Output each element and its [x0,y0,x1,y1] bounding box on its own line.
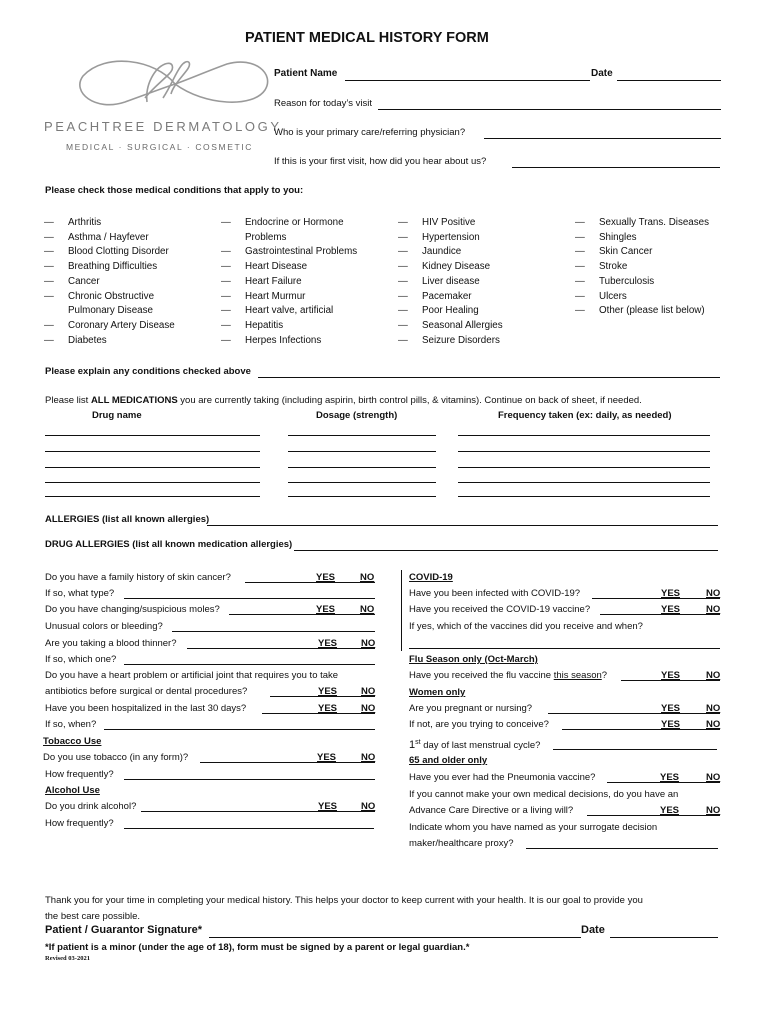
joint-question-line2: antibiotics before surgical or dental procedures? [45,686,248,697]
tobacco-yes[interactable]: YES [317,752,337,763]
thinner-yes[interactable]: YES [318,638,338,649]
condition-item-continued [221,231,357,246]
condition-label: Heart valve, artificial [245,305,334,317]
flu-question [409,670,607,681]
condition-label: Breathing Difficulties [68,261,158,273]
tobacco-no[interactable]: NO [361,752,376,763]
drug-name-field[interactable] [45,435,260,436]
checkbox-dash[interactable]: — [575,290,585,302]
col-frequency: Frequency taken (ex: daily, as needed) [498,410,672,421]
condition-item[interactable] [398,245,503,260]
which-vaccines-field[interactable] [409,648,720,649]
moles-no[interactable]: NO [360,604,375,615]
checkbox-dash[interactable]: — [221,305,231,317]
condition-label: Jaundice [422,246,462,258]
first-visit-label: If this is your first visit, how did you hear about us? [274,156,487,167]
medications-intro-pre: Please list [45,395,91,406]
checkbox-dash[interactable]: — [575,305,585,317]
which-vaccines-question: If yes, which of the vaccines did you receive and when? [409,621,643,632]
checkbox-dash[interactable]: — [44,319,54,331]
first-visit-field[interactable] [512,167,720,168]
flu-yes[interactable]: YES [661,670,681,681]
condition-label: Poor Healing [422,305,479,317]
condition-label: Shingles [599,231,637,243]
condition-item[interactable] [44,334,175,349]
covid-heading: COVID-19 [409,572,453,583]
what-type-field[interactable] [124,598,375,599]
checkbox-dash[interactable]: — [398,319,408,331]
condition-item[interactable] [221,290,357,305]
condition-item[interactable] [575,245,709,260]
joint-no[interactable]: NO [361,686,376,697]
condition-item[interactable] [398,334,503,349]
column-divider [401,570,402,651]
pregnant-line [548,713,720,714]
flu-no[interactable]: NO [706,670,721,681]
alcohol-yes[interactable]: YES [318,801,338,812]
signature-label: Patient / Guarantor Signature* [45,924,203,936]
when-field[interactable] [104,729,375,730]
directive-line [587,815,720,816]
moles-yes[interactable]: YES [316,604,336,615]
reason-label: Reason for today’s visit [274,98,373,109]
conceive-line [562,729,720,730]
patient-name-label: Patient Name [274,68,338,79]
alcohol-no[interactable]: NO [361,801,376,812]
condition-label: Liver disease [422,275,480,287]
covid-infected-line [592,598,720,599]
conceive-yes[interactable]: YES [661,719,681,730]
checkbox-dash[interactable]: — [398,261,408,273]
condition-item[interactable] [44,275,175,290]
condition-label: Diabetes [68,334,107,346]
drug-name-field[interactable] [45,451,260,452]
tobacco-question: Do you use tobacco (in any form)? [43,752,189,763]
condition-label: Hypertension [422,231,480,243]
alcohol-question: Do you drink alcohol? [45,801,137,812]
flu-heading: Flu Season only (Oct-March) [409,654,538,665]
which-one-field[interactable] [124,664,375,665]
checkbox-dash[interactable]: — [398,275,408,287]
explain-label: Please explain any conditions checked above [45,366,251,377]
condition-item[interactable] [575,216,709,231]
signature-field[interactable] [209,937,581,938]
cannot-decide-text: If you cannot make your own medical decisions, do you have an [409,789,679,800]
checkbox-dash[interactable]: — [398,290,408,302]
checkbox-dash[interactable]: — [575,261,585,273]
condition-item[interactable] [398,275,503,290]
date-label: Date [591,68,613,79]
directive-yes[interactable]: YES [660,805,680,816]
revised-note: Revised 03-2021 [45,955,90,962]
conditions-column-1 [44,216,175,348]
drug-name-field[interactable] [45,467,260,468]
condition-item[interactable] [398,231,503,246]
women-heading: Women only [409,687,466,698]
covid-vaccine-question: Have you received the COVID-19 vaccine? [409,604,591,615]
drug-name-field[interactable] [45,496,260,497]
condition-label: Coronary Artery Disease [68,319,175,331]
condition-label: Herpes Infections [245,334,322,346]
hospitalized-question: Have you been hospitalized in the last 30 days? [45,703,247,714]
checkbox-dash[interactable]: — [44,246,54,258]
allergies-label: ALLERGIES (list all known allergies) [45,514,210,525]
menstrual-ordinal: 1 [409,739,416,752]
conceive-question: If not, are you trying to conceive? [409,719,549,730]
allergies-field[interactable] [207,525,718,526]
condition-item[interactable] [575,290,709,305]
logo-name: PEACHTREE DERMATOLOGY [44,119,282,134]
conceive-no[interactable]: NO [706,719,721,730]
flu-question-pre: Have you received the flu vaccine [409,670,554,681]
checkbox-dash[interactable]: — [221,334,231,346]
checkbox-dash[interactable]: — [398,246,408,258]
condition-item[interactable] [44,245,175,260]
checkbox-dash[interactable]: — [44,334,54,346]
checkbox-dash[interactable]: — [44,290,54,302]
medications-intro [45,395,642,406]
condition-item[interactable] [221,260,357,275]
condition-item[interactable] [221,319,357,334]
pneumonia-yes[interactable]: YES [660,772,680,783]
condition-item[interactable] [575,260,709,275]
condition-label: Heart Failure [245,275,302,287]
what-type-label: If so, what type? [45,588,115,599]
tobacco-heading: Tobacco Use [43,736,102,747]
menstrual-field[interactable] [553,749,717,750]
condition-label: HIV Positive [422,217,476,228]
logo-subtitle: MEDICAL · SURGICAL · COSMETIC [66,142,253,152]
col-dosage: Dosage (strength) [316,410,398,421]
covid-infected-yes[interactable]: YES [661,588,681,599]
checkbox-dash[interactable]: — [221,275,231,287]
condition-item[interactable] [575,275,709,290]
drug-allergies-field[interactable] [294,550,718,551]
moles-line [229,614,375,615]
checkbox-dash[interactable]: — [221,261,231,273]
surrogate-text-line1: Indicate whom you have named as your surrogate decision [409,822,658,833]
tobacco-frequency-label: How frequently? [45,769,114,780]
checkbox-dash[interactable]: — [398,334,408,346]
family-history-line [245,582,375,583]
frequency-field[interactable] [458,435,710,436]
condition-label: Hepatitis [245,319,284,331]
unusual-field[interactable] [172,631,375,632]
checkbox-dash[interactable]: — [398,305,408,317]
condition-item[interactable] [398,304,503,319]
condition-label: Other (please list below) [599,305,705,317]
condition-label: Gastrointestinal Problems [245,246,358,258]
minor-note: *If patient is a minor (under the age of 18), form must be signed by a parent or legal guardian.* [45,942,470,953]
checkbox-dash[interactable]: — [221,217,231,228]
condition-label: Asthma / Hayfever [68,231,149,243]
condition-label: Blood Clotting Disorder [68,246,169,258]
pneumonia-no[interactable]: NO [706,772,721,783]
condition-label: Chronic Obstructive [68,290,155,302]
condition-item[interactable] [575,304,709,319]
menstrual-question-text: day of last menstrual cycle? [420,740,541,752]
condition-label: Skin Cancer [599,246,653,258]
dosage-field[interactable] [288,451,436,452]
flu-question-season: this season [553,670,602,681]
checkbox-dash[interactable]: — [398,231,408,243]
condition-item[interactable] [44,319,175,334]
medications-intro-post: you are currently taking (including aspirin, birth control pills, & vitamins). Continue on back of sheet, if needed. [177,395,642,406]
checkbox-dash[interactable]: — [44,231,54,243]
hospitalized-no[interactable]: NO [361,703,376,714]
condition-item[interactable] [221,245,357,260]
condition-label: Endocrine or Hormone [245,217,344,228]
checkbox-dash[interactable]: — [221,246,231,258]
thinner-question: Are you taking a blood thinner? [45,638,177,649]
flu-question-mark: ? [601,670,608,681]
condition-item[interactable] [398,319,503,334]
covid-infected-no[interactable]: NO [706,588,721,599]
condition-item[interactable] [44,260,175,275]
condition-item[interactable] [221,334,357,349]
covid-infected-question: Have you been infected with COVID-19? [409,588,581,599]
condition-item[interactable] [44,231,175,246]
frequency-field[interactable] [458,482,710,483]
dosage-field[interactable] [288,496,436,497]
condition-item[interactable] [575,231,709,246]
checkbox-dash[interactable]: — [221,319,231,331]
condition-item[interactable] [398,216,503,231]
covid-vaccine-no[interactable]: NO [706,604,721,615]
pregnant-question: Are you pregnant or nursing? [409,703,533,714]
family-history-question: Do you have a family history of skin cancer? [45,572,231,583]
signature-date-label: Date [581,924,605,936]
checkbox-dash[interactable]: — [398,217,408,228]
condition-item[interactable] [221,304,357,319]
condition-label: Heart Disease [245,261,308,273]
dosage-field[interactable] [288,467,436,468]
conditions-heading: Please check those medical conditions that apply to you: [45,185,304,196]
condition-label: Ulcers [599,290,627,302]
frequency-field[interactable] [458,467,710,468]
alcohol-line [141,811,375,812]
checkbox-dash[interactable]: — [221,290,231,302]
condition-item[interactable] [398,260,503,275]
checkbox-dash[interactable]: — [575,275,585,287]
checkbox-dash[interactable]: — [575,246,585,258]
checkbox-dash[interactable]: — [575,217,585,228]
condition-item-continued [44,304,175,319]
unusual-label: Unusual colors or bleeding? [45,621,163,632]
medications-intro-bold: ALL MEDICATIONS [90,395,178,406]
pneumonia-question: Have you ever had the Pneumonia vaccine? [409,772,596,783]
over65-heading: 65 and older only [409,755,488,766]
reason-field[interactable] [378,109,721,110]
drug-allergies-label: DRUG ALLERGIES (list all known medication allergies) [45,539,293,550]
condition-label: Seasonal Allergies [422,319,503,331]
checkbox-dash[interactable]: — [44,217,54,228]
conditions-column-2 [221,216,357,348]
joint-yes[interactable]: YES [318,686,338,697]
condition-item[interactable] [398,290,503,305]
condition-label: Cancer [68,275,100,287]
menstrual-ordinal-suffix: st [415,739,421,746]
conditions-column-3 [398,216,503,348]
condition-label: Heart Murmur [245,290,306,302]
covid-vaccine-line [600,614,720,615]
thinner-no[interactable]: NO [361,638,376,649]
dosage-field[interactable] [288,482,436,483]
patient-name-field[interactable] [345,80,590,81]
pregnant-yes[interactable]: YES [661,703,681,714]
physician-label: Who is your primary care/referring physician? [274,127,466,138]
frequency-field[interactable] [458,451,710,452]
alcohol-frequency-field[interactable] [124,828,374,829]
joint-question-line1: Do you have a heart problem or artificial joint that requires you to take [45,670,339,681]
thinner-line [187,648,375,649]
physician-field[interactable] [484,138,721,139]
page-title: PATIENT MEDICAL HISTORY FORM [245,30,489,46]
when-label: If so, when? [45,719,97,730]
condition-label: Tuberculosis [599,275,655,287]
condition-label: Kidney Disease [422,261,491,273]
checkbox-dash[interactable]: — [44,275,54,287]
directive-no[interactable]: NO [706,805,721,816]
moles-question: Do you have changing/suspicious moles? [45,604,220,615]
signature-date-field[interactable] [610,937,718,938]
conditions-column-4 [575,216,709,319]
infinity-script-logo-icon [75,54,275,112]
dosage-field[interactable] [288,435,436,436]
directive-question: Advance Care Directive or a living will? [409,805,574,816]
thanks-line1: Thank you for your time in completing your medical history. This helps your doctor to keep current with your health. It is our goal to provide you [45,895,643,906]
alcohol-frequency-label: How frequently? [45,818,114,829]
alcohol-heading: Alcohol Use [45,785,100,796]
condition-label: Seizure Disorders [422,334,500,346]
condition-label: Pacemaker [422,290,472,302]
which-one-label: If so, which one? [45,654,117,665]
condition-label: Sexually Trans. Diseases [599,217,709,228]
checkbox-dash[interactable]: — [575,231,585,243]
menstrual-question [409,739,540,751]
checkbox-dash[interactable]: — [44,261,54,273]
explain-field[interactable] [258,377,720,378]
drug-name-field[interactable] [45,482,260,483]
family-history-no[interactable]: NO [360,572,375,583]
condition-label: Arthritis [68,217,102,228]
pregnant-no[interactable]: NO [706,703,721,714]
tobacco-frequency-field[interactable] [124,779,375,780]
date-field[interactable] [617,80,721,81]
condition-label: Stroke [599,261,628,273]
condition-label: Pulmonary Disease [68,305,153,317]
surrogate-text-line2: maker/healthcare proxy? [409,838,514,849]
hospitalized-yes[interactable]: YES [318,703,338,714]
condition-item[interactable] [221,216,357,231]
family-history-yes[interactable]: YES [316,572,336,583]
condition-label: Problems [245,231,287,243]
tobacco-line [200,762,375,763]
col-drug-name: Drug name [92,410,142,421]
thanks-line2: the best care possible. [45,911,141,922]
surrogate-field[interactable] [526,848,718,849]
condition-item[interactable] [44,290,175,305]
condition-item[interactable] [221,275,357,290]
frequency-field[interactable] [458,496,710,497]
covid-vaccine-yes[interactable]: YES [661,604,681,615]
condition-item[interactable] [44,216,175,231]
